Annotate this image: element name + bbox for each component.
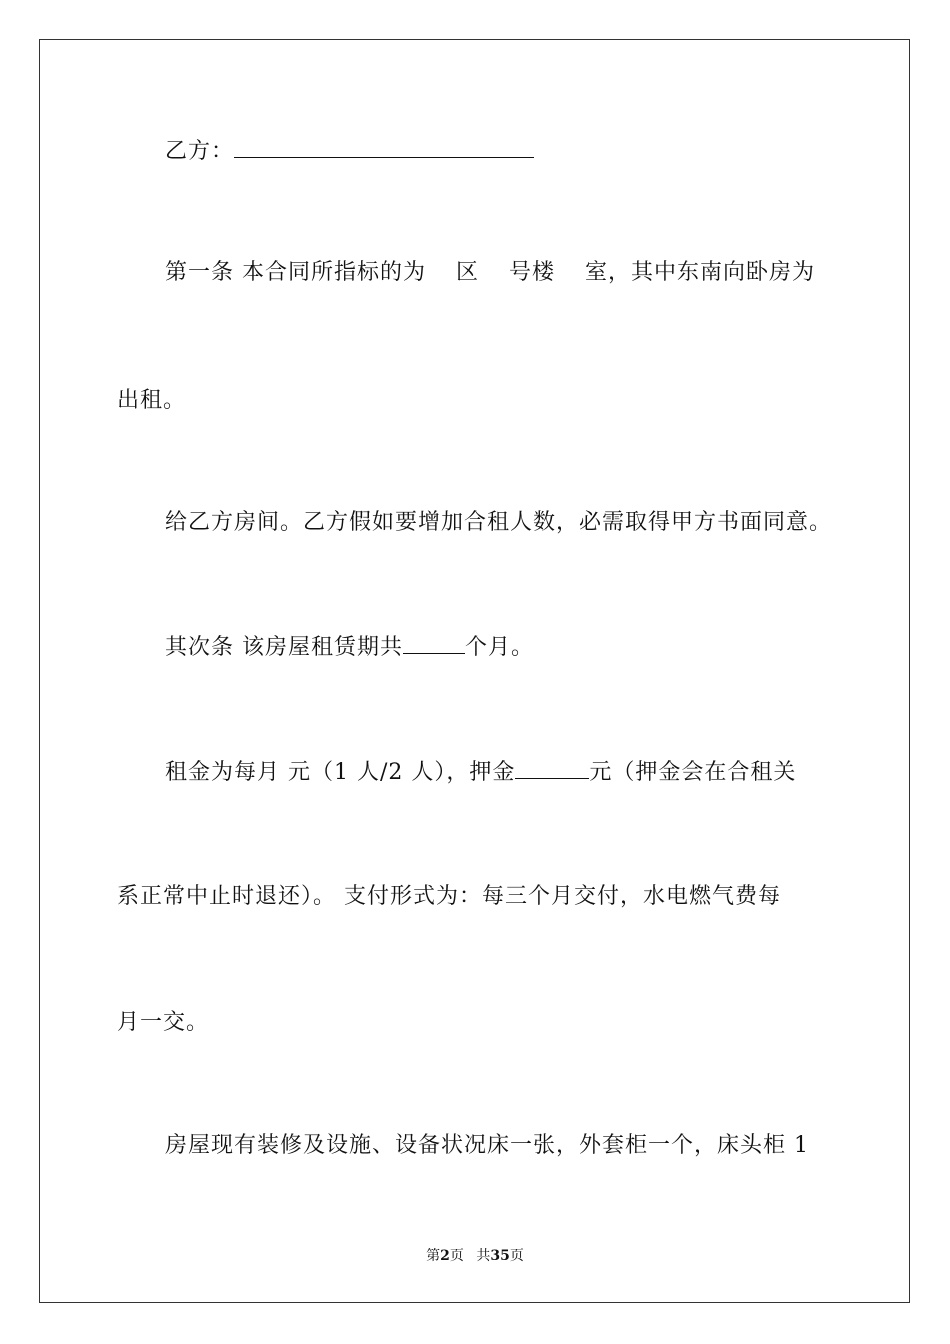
total-prefix: 共: [476, 1248, 491, 1264]
page-footer: [0, 1246, 950, 1266]
page-number: 2: [440, 1248, 450, 1264]
page-border: [39, 39, 910, 1303]
total-suffix: 页: [509, 1248, 524, 1264]
rent-continuation-2: 月一交。: [117, 1010, 210, 1035]
rent-line: [165, 758, 796, 788]
article-2-text-b: 个月。: [465, 635, 535, 660]
total-pages-indicator: [476, 1248, 523, 1264]
rent-continuation: 系正常中止时退还）。 支付形式为：每三个月交付，水电燃气费每: [117, 884, 781, 909]
article-1-text-a: 第一条 本合同所指标的为: [165, 260, 426, 285]
party-b-line: [165, 137, 534, 167]
article-1-continuation: 出租。: [117, 388, 187, 413]
party-b-label: 乙方：: [165, 139, 235, 164]
article-1-line: [165, 258, 815, 288]
lease-months-blank: [403, 633, 465, 654]
article-2-line: [165, 633, 534, 663]
page-prefix: 第: [426, 1248, 441, 1264]
total-pages: 35: [490, 1248, 510, 1264]
article-1-district: 区: [456, 260, 480, 285]
rent-text-b: 元（押金会在合租关: [589, 760, 797, 785]
article-1-text-b: 室，其中东南向卧房为: [585, 260, 816, 285]
rent-text-a: 租金为每月 元（1 人/2 人），押金: [165, 760, 516, 785]
room-paragraph: 给乙方房间。乙方假如要增加合租人数，必需取得甲方书面同意。: [165, 510, 833, 535]
party-b-blank: [234, 137, 534, 158]
deposit-blank: [515, 758, 589, 779]
article-1-building: 号楼: [509, 260, 556, 285]
page-indicator: [426, 1248, 464, 1264]
facilities-paragraph: 房屋现有装修及设施、设备状况床一张，外套柜一个，床头柜 1: [165, 1133, 809, 1158]
page-suffix: 页: [449, 1248, 464, 1264]
article-2-text-a: 其次条 该房屋租赁期共: [165, 635, 403, 660]
